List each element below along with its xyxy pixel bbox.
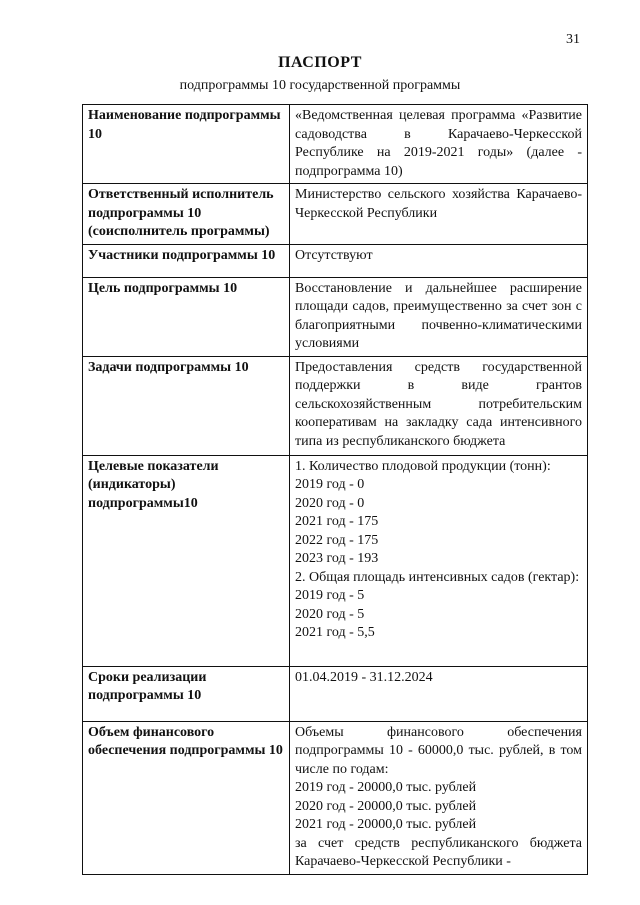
row-value	[290, 356, 588, 455]
row-value	[290, 277, 588, 356]
table-row-tasks	[83, 356, 588, 455]
row-value	[290, 244, 588, 277]
table-row-period	[83, 666, 588, 721]
value-line: 2021 год - 20000,0 тыс. рублей	[295, 817, 477, 832]
value-line: 2020 год - 5	[295, 606, 365, 622]
table-row-executor	[83, 184, 588, 245]
document-title: ПАСПОРТ	[278, 54, 362, 71]
row-value	[290, 666, 588, 721]
value-line: Восстановление и дальнейшее расширение площади садов, преимущественно за счет зон с благоприятными почвенно-климатическими условиями	[295, 280, 586, 351]
value-line: 2020 год - 20000,0 тыс. рублей	[295, 798, 477, 814]
row-label: Целевые показатели (индикаторы) подпрограммы10	[83, 455, 290, 666]
page-number: 31	[566, 32, 580, 47]
document-subtitle: подпрограммы 10 государственной программы	[179, 78, 461, 93]
table-row-indicators	[83, 455, 588, 666]
table-row-financing	[83, 721, 588, 874]
value-line: Министерство сельского хозяйства Карачаево-Черкесской Республики	[295, 187, 582, 221]
value-line: 2020 год - 0	[295, 495, 365, 511]
value-line: 2022 год - 175	[295, 532, 379, 548]
table-row-goal	[83, 277, 588, 356]
table-row-name	[83, 105, 588, 184]
row-value	[290, 184, 588, 245]
row-label: Задачи подпрограммы 10	[83, 356, 290, 455]
value-line: Предоставления средств государственной поддержки в виде грантов сельскохозяйственным потребительским кооперативам на закладку сада интенсивного типа из республиканского бюджета	[295, 359, 586, 449]
value-line: 1. Количество плодовой продукции (тонн):	[295, 458, 551, 474]
value-line: 2023 год - 193	[295, 551, 379, 566]
row-label: Объем финансового обеспечения подпрограммы 10	[83, 721, 290, 874]
value-line: 2019 год - 0	[295, 477, 365, 492]
row-value	[290, 455, 588, 666]
row-label: Ответственный исполнитель подпрограммы 10 (соисполнитель программы)	[83, 184, 290, 245]
value-line: 2019 год - 20000,0 тыс. рублей	[295, 780, 477, 795]
value-line: 2021 год - 5,5	[295, 625, 375, 640]
row-label: Цель подпрограммы 10	[83, 277, 290, 356]
value-line: Отсутствуют	[295, 247, 373, 263]
value-line: 01.04.2019 - 31.12.2024	[295, 669, 433, 685]
value-line: 2021 год - 175	[295, 514, 379, 529]
value-line: 2. Общая площадь интенсивных садов (гектар):	[295, 569, 580, 585]
row-label: Сроки реализации подпрограммы 10	[83, 666, 290, 721]
value-line: 2019 год - 5	[295, 588, 365, 603]
row-label: Наименование подпрограммы 10	[83, 105, 290, 184]
value-line: Объемы финансового обеспечения подпрограммы 10 - 60000,0 тыс. рублей, в том числе по годам:	[295, 724, 586, 777]
row-value	[290, 105, 588, 184]
row-value	[290, 721, 588, 874]
value-line: за счет средств республиканского бюджета Карачаево-Черкесской Республики -	[295, 835, 586, 869]
row-label: Участники подпрограммы 10	[83, 244, 290, 277]
table-row-participants	[83, 244, 588, 277]
value-line: «Ведомственная целевая программа «Развитие садоводства в Карачаево-Черкесской Республике на 2019-2021 годы» (далее - подпрограмма 10)	[295, 108, 586, 179]
passport-table	[82, 104, 588, 875]
